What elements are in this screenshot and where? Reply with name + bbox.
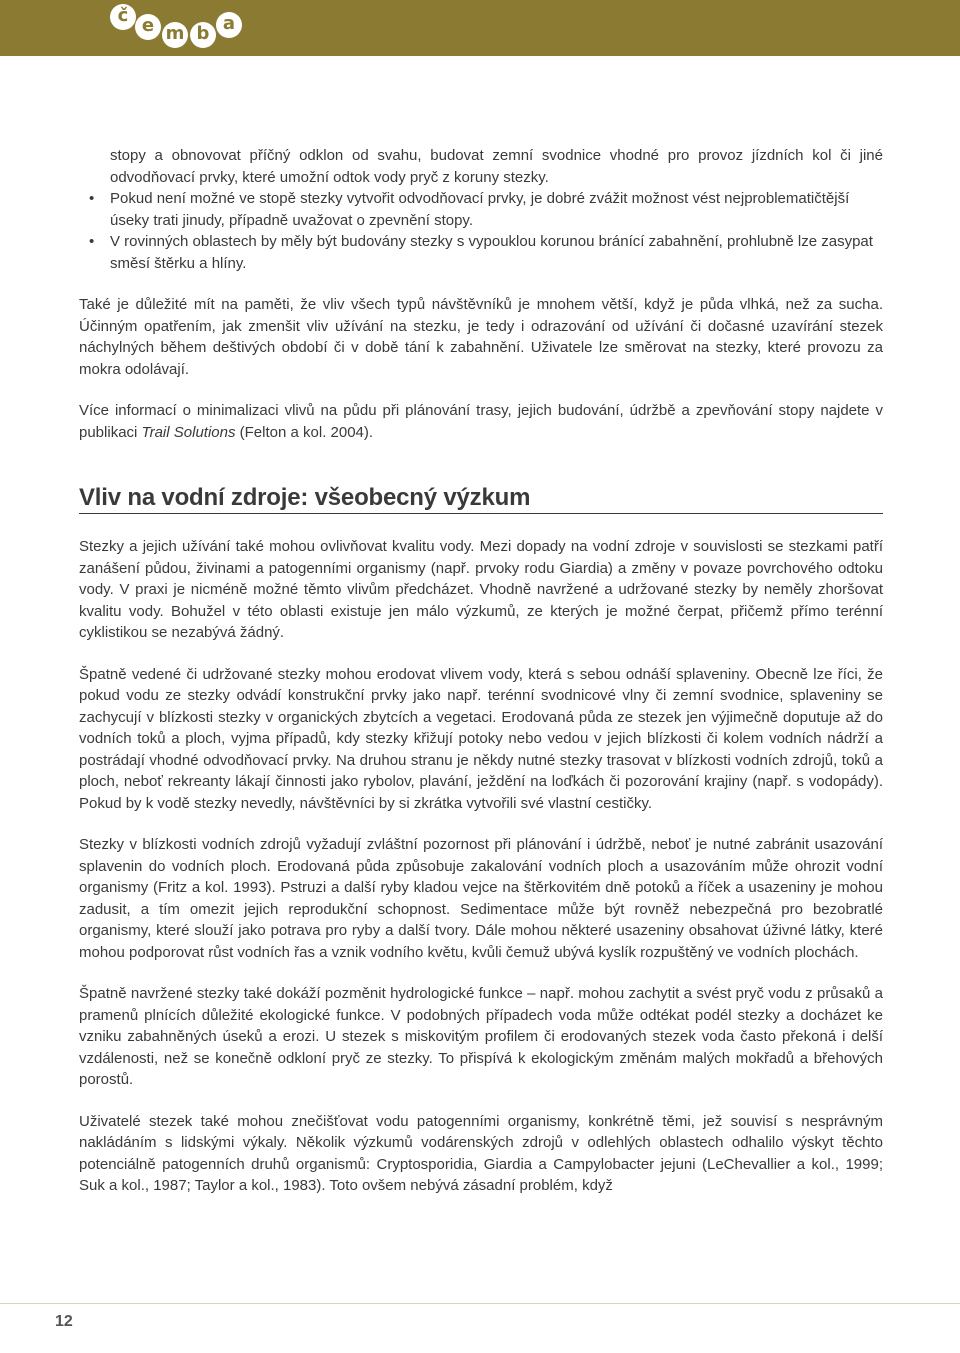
header-banner [0, 0, 960, 56]
cemba-logo [110, 2, 250, 46]
logo-letter: m [162, 22, 188, 48]
section-paragraph: Špatně navržené stezky také dokáží pozměnit hydrologické funkce – např. mohou zachytit a svést pryč vodu z průsaků a pramenů plnících důležité ekologické funkce. V podobných případech voda může odtékat podél stezky a docházet ke vzniku zabahněných úseků a erozi. U stezek s miskovitým profilem či erodovaných stezek voda často překoná i delší vzdálenosti, než se konečně odkloní pryč ze stezky. To přispívá k ekologickým změnám malých mokřadů a břehových porostů. [79, 985, 883, 1088]
bullet-continuation: stopy a obnovovat příčný odklon od svahu, budovat zemní svodnice vhodné pro provoz jízdních kol či jiné odvodňovací prvky, které umožní odtok vody pryč z koruny stezky. [110, 147, 883, 186]
more-info-citation: (Felton a kol. 2004). [235, 423, 374, 441]
footer-divider [0, 1303, 960, 1304]
publication-title: Trail Solutions [141, 423, 236, 441]
logo-letter: č [110, 4, 136, 30]
section-paragraph: Stezky v blízkosti vodních zdrojů vyžadují zvláštní pozornost při plánování i údržbě, neboť je nutné zabránit usazování splavenin do vodních ploch. Erodovaná půda způsobuje zakalování vodních ploch a usazováním může ohrozit vodní organismy (Fritz a kol. 1993). Pstruzi a další ryby kladou vejce na štěrkovitém dně potoků a říček a usazeniny je mohou zadusit, a tím omezit jejich reprodukční schopnost. Sedimentace může být rovněž nebezpečná pro bezobratlé organismy, které slouží jako potrava pro ryby a další tvory. Dále mohou některé usazeniny obsahovat úživné látky, které mohou podporovat růst vodních řas a vznik vodního květu, kvůli čemuž ubývá kyslík rozpuštěný ve vodních plochách. [79, 836, 883, 961]
paragraph: Také je důležité mít na paměti, že vliv všech typů návštěvníků je mnohem větší, když je půda vlhká, než za sucha. Účinným opatřením, jak zmenšit vliv užívání na stezku, je tedy i odrazování od užívání či dočasné uzavírání stezek náchylných během deštivých období či v době tání k zabahnění. Uživatele lze směrovat na stezky, které provozu za mokra odolávají. [79, 296, 883, 378]
page-content [79, 145, 883, 1197]
section-paragraph: Špatně vedené či udržované stezky mohou erodovat vlivem vody, která s sebou odnáší splaveniny. Obecně lze říci, že pokud vodu ze stezky odvádí konstrukční prvky jako např. terénní svodnicové vlny či zemní svodnice, splaveniny se zachycují v blízkosti stezky v organických zbytcích a vegetaci. Erodovaná půda ze stezek jen výjimečně doputuje až do vodních toků a ploch, vyjma případů, kdy stezky křižují potoky nebo vedou v jejich blízkosti či kolem vodních nádrží a postrádají vhodné odvodňovací prvky. Na druhou stranu je někdy nutné stezky trasovat v blízkosti vodních zdrojů, toků a ploch, neboť rekreanty lákají činnosti jako rybolov, plavání, ježdění na loďkách či pozorování krajiny (např. s vodopády). Pokud by k vodě stezky nevedly, návštěvníci by si zkrátka vytvořili své vlastní cestičky. [79, 665, 883, 812]
logo-letter: a [216, 12, 242, 38]
section-heading: Vliv na vodní zdroje: všeobecný výzkum [79, 483, 883, 514]
logo-letter: e [135, 14, 161, 40]
bullet-text: V rovinných oblastech by měly být budovány stezky s vypouklou korunou bránící zabahnění, prohlubně lze zasypat směsí štěrku a hlíny. [110, 233, 873, 272]
page-number: 12 [55, 1313, 73, 1330]
section-paragraph: Stezky a jejich užívání také mohou ovlivňovat kvalitu vody. Mezi dopady na vodní zdroje v souvislosti se stezkami patří zanášení půdou, živinami a patogenními organismy (např. prvoky rodu Giardia) a změny v povaze povrchového odtoku vody. V praxi je nicméně možné těmto vlivům předcházet. Vhodně navržené a udržované stezky by neměly zhoršovat kvalitu vody. Bohužel v této oblasti existuje jen málo výzkumů, ze kterých je možné čerpat, přičemž přímo terénní cyklistikou se nezabývá žádný. [79, 538, 883, 641]
more-info-paragraph [79, 400, 883, 443]
more-info-text: Více informací o minimalizaci vlivů na půdu při plánování trasy, jejich budování, údržbě a zpevňování stopy najdete v publikaci [79, 402, 883, 441]
bullet-list [79, 188, 883, 274]
bullet-dot-icon: • [89, 233, 95, 250]
bullet-item [79, 188, 883, 231]
bullet-text: Pokud není možné ve stopě stezky vytvořit odvodňovací prvky, je dobré zvážit možnost vést nejproblematičtější úseky trati jinudy, případně uvažovat o zpevnění stopy. [110, 190, 850, 229]
bullet-dot-icon: • [89, 190, 95, 207]
logo-letter: b [190, 22, 216, 48]
section-paragraph: Uživatelé stezek také mohou znečišťovat vodu patogenními organismy, konkrétně těmi, jež souvisí s nesprávným nakládáním s lidskými výkaly. Několik výzkumů vodárenských zdrojů v odlehlých oblastech odhalilo výskyt těchto potenciálně patogenních druhů organismů: Cryptosporidia, Giardia a Campylobacter jejuni (LeChevallier a kol., 1999; Suk a kol., 1987; Taylor a kol., 1983). Toto ovšem nebývá zásadní problém, když [79, 1112, 883, 1194]
bullet-item [79, 231, 883, 274]
